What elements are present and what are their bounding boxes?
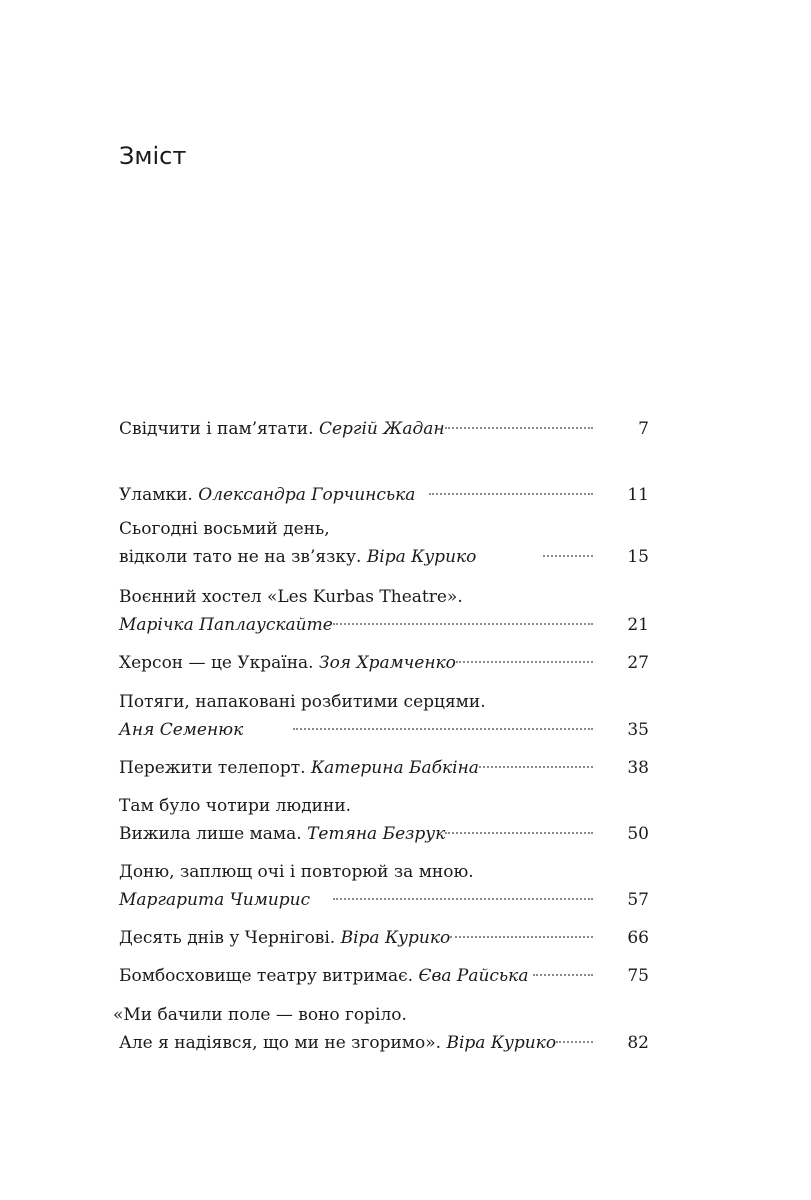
toc-entry[interactable] — [119, 649, 649, 677]
toc-entry-page: 57 — [627, 890, 649, 910]
toc-entry[interactable] — [119, 515, 649, 571]
toc-entry-author: Марічка Паплаускайте — [119, 615, 333, 635]
toc-entry-author: Зоя Храмченко — [318, 653, 456, 673]
dot-leader — [450, 936, 593, 938]
toc-entry-title: Там було чотири людини. — [119, 796, 352, 816]
toc-entry-line — [113, 1029, 649, 1057]
toc-entry-line — [119, 924, 649, 952]
toc-entry-title: Пережити телепорт. — [119, 758, 306, 778]
toc-entry-line — [119, 611, 649, 639]
toc-entry-line — [119, 886, 649, 914]
toc-entry-title-cont: відколи тато не на зв’язку. — [119, 547, 362, 567]
toc-entry-author: Сергій Жадан — [318, 419, 445, 439]
dot-leader — [333, 623, 593, 625]
toc-entry-title: «Ми бачили поле — воно горіло. — [113, 1005, 407, 1025]
toc-entry[interactable] — [119, 924, 649, 952]
dot-leader — [333, 898, 593, 900]
toc-entry-author: Єва Райська — [418, 966, 529, 986]
toc-entry[interactable] — [119, 858, 649, 914]
toc-entry[interactable] — [119, 754, 649, 782]
toc-entry-title: Потяги, напаковані розбитими серцями. — [119, 692, 486, 712]
toc-entry-title: Уламки. — [119, 485, 193, 505]
toc-entry-line — [119, 481, 649, 509]
toc-entry-page: 15 — [627, 547, 649, 567]
dot-leader — [543, 555, 593, 557]
dot-leader — [456, 661, 593, 663]
toc-entry-author: Віра Курико — [446, 1033, 557, 1053]
toc-entry-author: Тетяна Безрук — [307, 824, 446, 844]
toc-entry-title-cont: Вижила лише мама. — [119, 824, 302, 844]
toc-entry-line — [119, 543, 649, 571]
toc-entry-page: 82 — [627, 1033, 649, 1053]
toc-entry-page: 7 — [638, 419, 649, 439]
toc-entry[interactable] — [119, 962, 649, 990]
toc-entry-line — [119, 415, 649, 443]
toc-entry-page: 75 — [627, 966, 649, 986]
toc-entry[interactable] — [119, 583, 649, 639]
toc-entry[interactable] — [119, 688, 649, 744]
dot-leader — [429, 493, 593, 495]
toc-entry-page: 27 — [627, 653, 649, 673]
toc-entry-line — [119, 649, 649, 677]
dot-leader — [556, 1041, 593, 1043]
toc-entry-page: 50 — [627, 824, 649, 844]
toc-entry[interactable] — [113, 1001, 649, 1057]
dot-leader — [479, 766, 593, 768]
toc-entry[interactable] — [119, 415, 649, 443]
page-title: Зміст — [119, 142, 187, 170]
toc-entry-title-cont: Але я надіявся, що ми не згоримо». — [119, 1033, 442, 1053]
toc-entry-page: 11 — [627, 485, 649, 505]
toc-entry-page: 35 — [627, 720, 649, 740]
toc-entry-author: Віра Курико — [340, 928, 451, 948]
toc-entry-title: Бомбосховище театру витримає. — [119, 966, 414, 986]
toc-entry-title: Херсон — це Україна. — [119, 653, 314, 673]
toc-entry-page: 21 — [627, 615, 649, 635]
toc-entry-title: Воєнний хостел «Les Kurbas Theatre». — [119, 587, 463, 607]
toc-entry-author: Аня Семенюк — [119, 720, 244, 740]
dot-leader — [533, 974, 593, 976]
toc-entry-line — [119, 754, 649, 782]
toc-entry-author: Олександра Горчинська — [198, 485, 416, 505]
toc-entry-title: Сьогодні восьмий день, — [119, 519, 330, 539]
toc-entry-line — [119, 820, 649, 848]
toc-entry-title: Свідчити і пам’ятати. — [119, 419, 314, 439]
toc-entry-author: Маргарита Чимирис — [119, 890, 311, 910]
toc-entry[interactable] — [119, 792, 649, 848]
toc-entry-author: Віра Курико — [366, 547, 477, 567]
toc-entry-author: Катерина Бабкіна — [310, 758, 479, 778]
toc-entry-line — [119, 962, 649, 990]
dot-leader — [293, 728, 593, 730]
dot-leader — [445, 832, 593, 834]
toc-entry-title: Доню, заплющ очі і повторюй за мною. — [119, 862, 474, 882]
toc-entry-title: Десять днів у Чернігові. — [119, 928, 336, 948]
toc-entry-page: 66 — [627, 928, 649, 948]
dot-leader — [445, 427, 593, 429]
toc-entry-line — [119, 716, 649, 744]
toc-entry[interactable] — [119, 481, 649, 509]
toc-entry-page: 38 — [627, 758, 649, 778]
